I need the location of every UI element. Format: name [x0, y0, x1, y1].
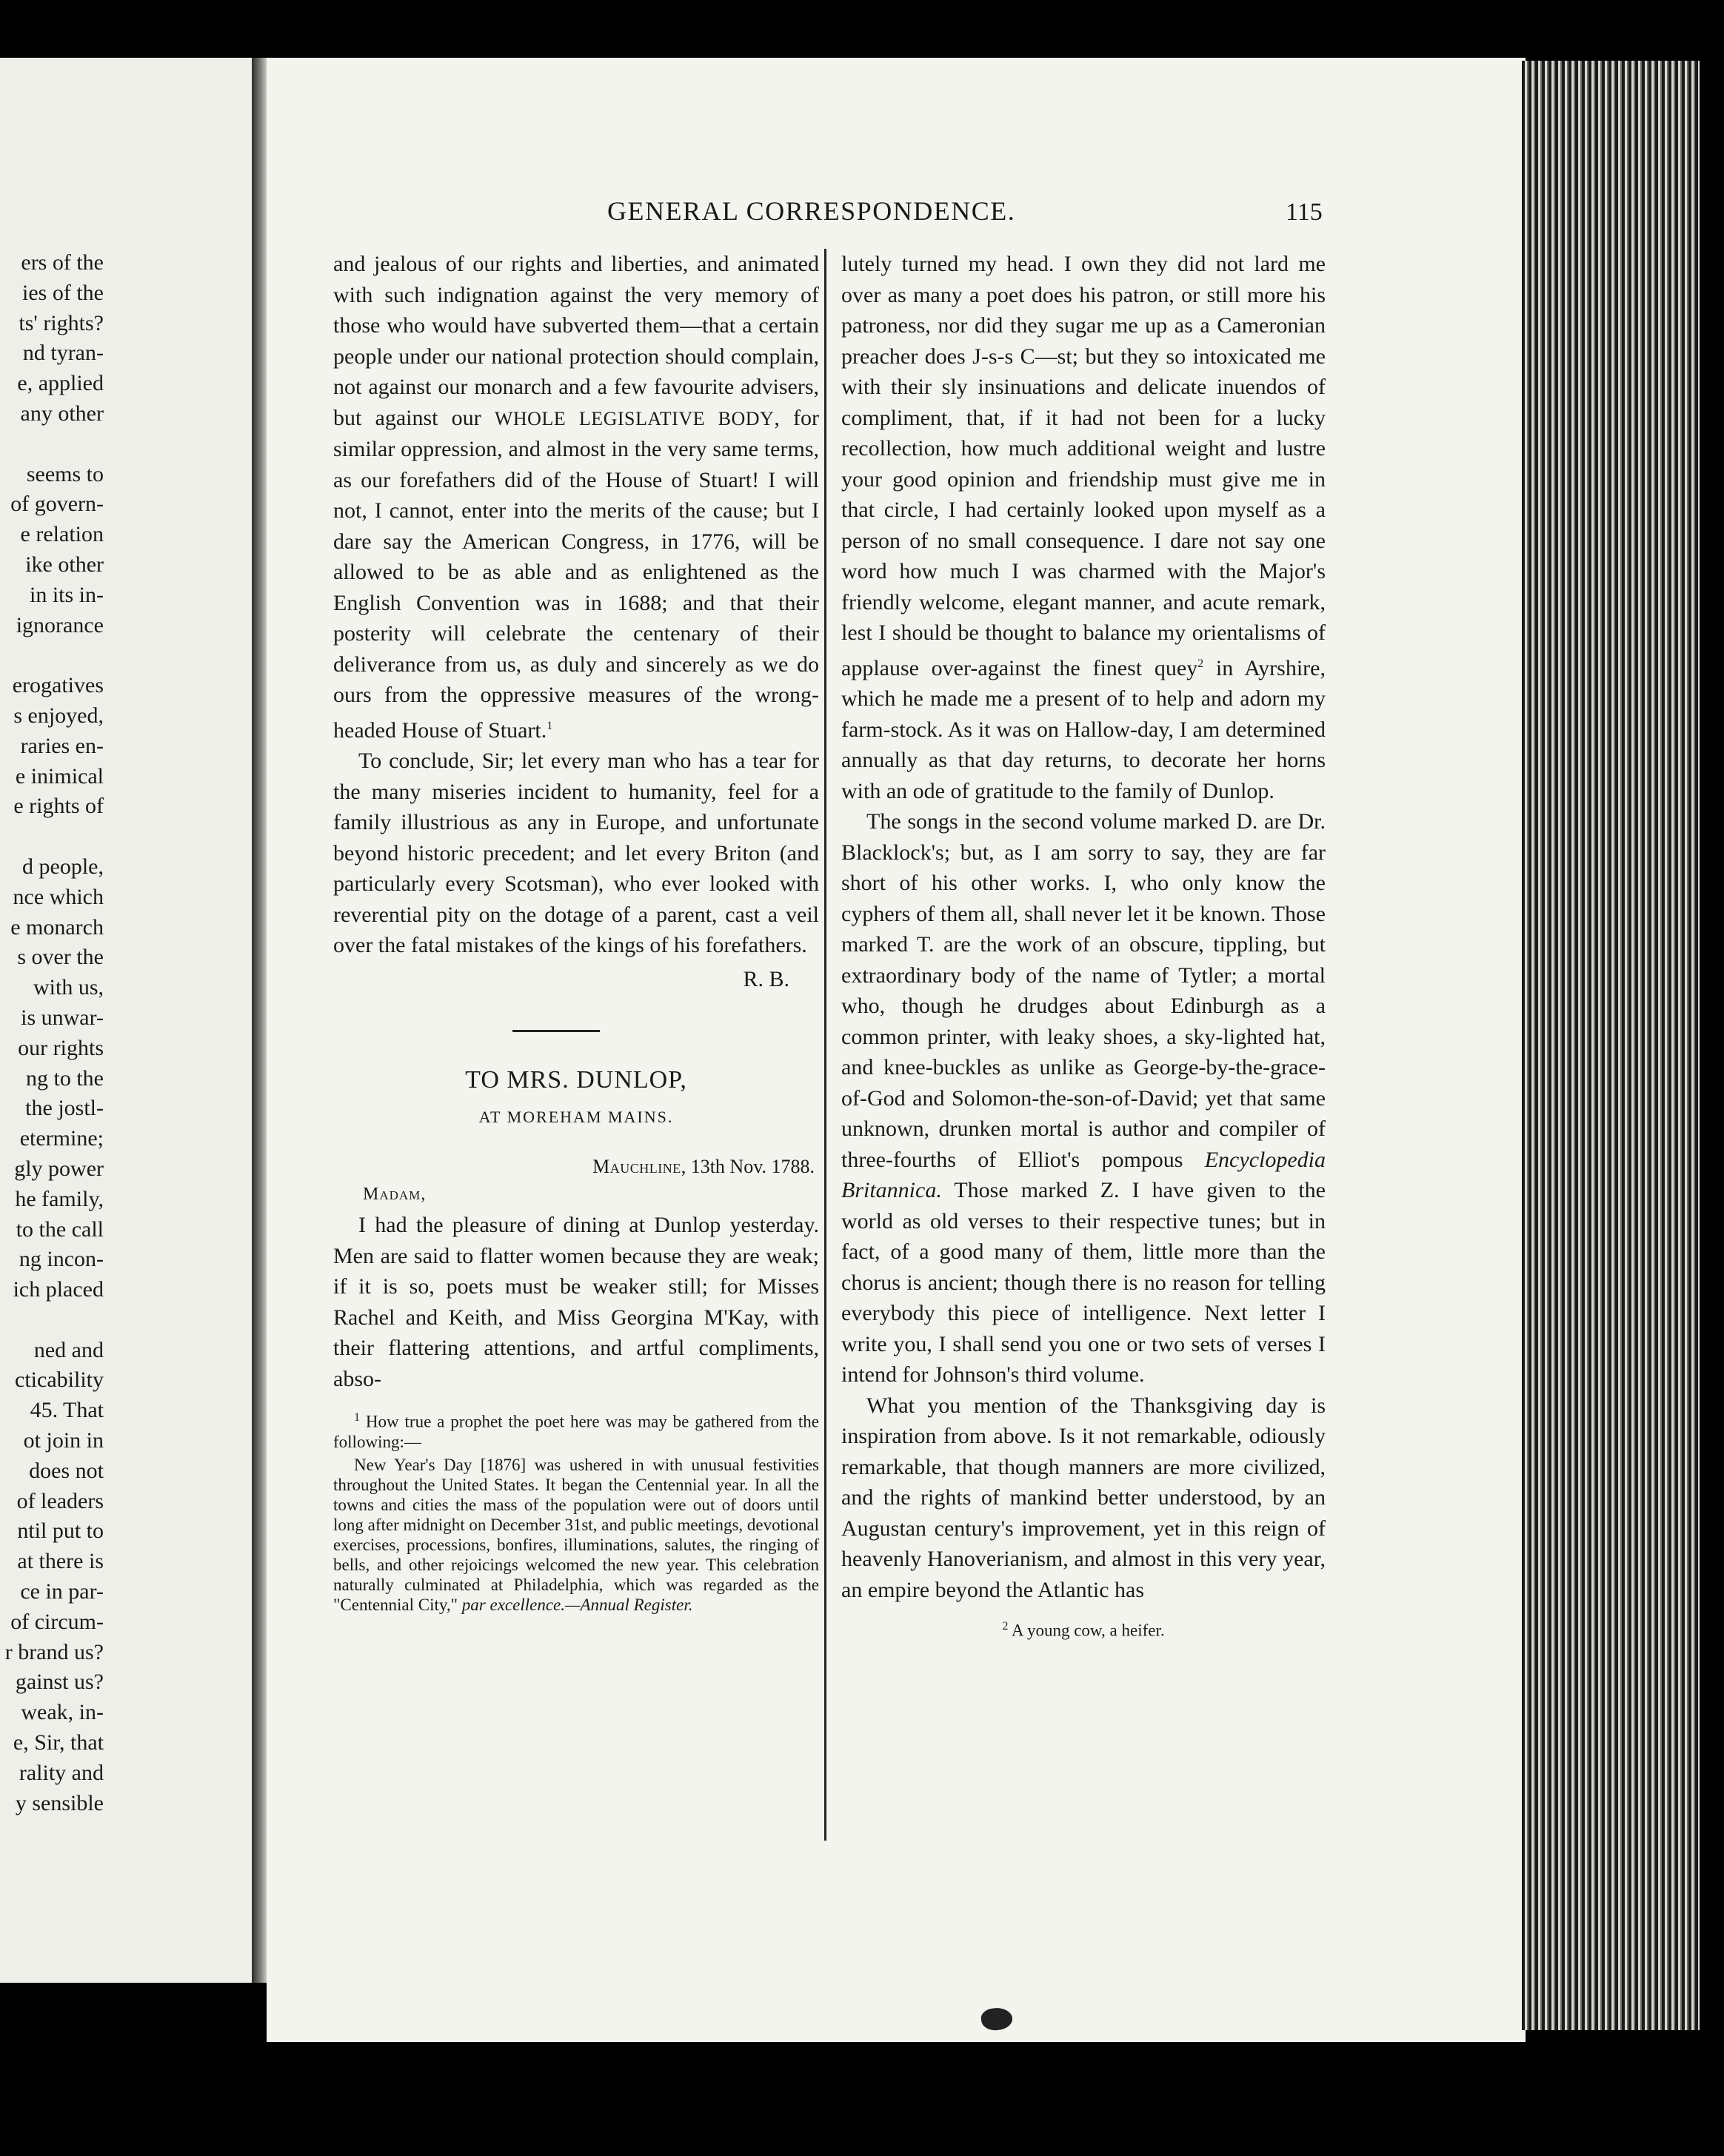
text-fragment-line: ike other: [25, 552, 104, 577]
text-fragment-line: seems to: [26, 461, 104, 486]
text-fragment-line: at there is: [17, 1549, 104, 1574]
text-fragment-line: ng to the: [26, 1065, 104, 1091]
running-header: GENERAL CORRESPONDENCE.: [607, 196, 1016, 226]
text-fragment-line: raries en-: [20, 733, 104, 758]
text-fragment-line: with us,: [33, 975, 104, 1000]
text-fragment-line: d people,: [22, 854, 104, 879]
text-fragment-line: ned and: [33, 1337, 104, 1362]
text-fragment-line: rality and: [19, 1760, 104, 1785]
text-fragment-line: of circum-: [10, 1609, 104, 1634]
signature: R. B.: [743, 966, 789, 991]
text-fragment-line: ignorance: [16, 612, 104, 637]
text-fragment-line: cticability: [15, 1367, 104, 1393]
text-fragment-line: ies of the: [22, 280, 104, 305]
text-fragment-line: [0, 822, 104, 852]
text-fragment-line: 45. That: [30, 1398, 104, 1423]
text-fragment-line: [0, 1305, 104, 1336]
letter-title: TO MRS. DUNLOP,: [465, 1066, 687, 1094]
text-fragment-line: ers of the: [21, 250, 104, 275]
footnote-ref: 1: [547, 719, 553, 732]
text-fragment-line: nd tyran-: [22, 341, 104, 366]
text-fragment-line: ich placed: [13, 1277, 104, 1302]
text-fragment-line: e, Sir, that: [13, 1730, 104, 1755]
text-fragment-line: ntil put to: [17, 1519, 104, 1544]
text-fragment-line: ts' rights?: [19, 310, 104, 335]
salutation: Madam,: [363, 1184, 427, 1204]
text-fragment-line: e, applied: [17, 371, 104, 396]
letter-subtitle: AT MOREHAM MAINS.: [478, 1107, 674, 1126]
left-column: [333, 249, 819, 1618]
footnote: $^2$ A young cow, a heifer.: [1002, 1620, 1165, 1640]
paragraph: lutely turned my head. I own they did not lard me over as many a poet does his patron, or still more his patroness, nor did they sugar me up as a Cameronian preacher does J-s-s C—st; but they so intoxicated me with their sly insinuations and delicate inuendos of compliment, that, if it had not been for a lucky recollection, how much additional weight and lustre your good opinion and friendship must give me in that circle, I had certainly looked upon myself as a person of no small consequence. I dare not say one word how much I was charmed with the Major's friendly welcome, elegant manner, and acute remark, lest I should be thought to balance my orientalisms of applause over-against the finest quey$^2$ in Ayrshire, which he made me a present of to help and adorn my farm-stock. As it was on Hallow-day, I am determined annually as that day returns, to decorate her horns with an ode of gratitude to the family of Dunlop.: [841, 252, 1326, 803]
text-fragment-line: any other: [20, 401, 104, 426]
text-fragment-line: ng incon-: [19, 1247, 104, 1272]
letter-dateline: Mauchline, 13th Nov. 1788.: [592, 1156, 815, 1177]
text-fragment-line: y sensible: [15, 1790, 104, 1815]
text-fragment-line: of govern-: [10, 492, 104, 517]
column-divider: [824, 249, 826, 1841]
text-fragment-line: the jostl-: [25, 1096, 104, 1121]
text-fragment-line: weak, in-: [21, 1700, 104, 1725]
text-fragment-line: [0, 640, 104, 671]
text-fragment-line: of leaders: [16, 1488, 104, 1513]
footnote: $^1$ How true a prophet the poet here was may be gathered from the following:—: [333, 1411, 819, 1451]
text-fragment-line: erogatives: [12, 673, 104, 698]
page-number: 115: [1286, 198, 1323, 226]
text-fragment-line: r brand us?: [4, 1639, 104, 1664]
text-fragment-line: e monarch: [10, 914, 104, 940]
paragraph: What you mention of the Thanksgiving day is inspiration from above. Is it not remarkable, odiously remarkable, that though manners are more civilized, and the rights of mankind better understood, by an Augustan century's improvement, yet in this reign of heavenly Hanoverianism, and almost in this very year, an empire beyond the Atlantic has: [841, 1393, 1326, 1602]
text-fragment-line: s enjoyed,: [13, 703, 104, 728]
text-fragment-line: is unwar-: [21, 1005, 104, 1030]
text-fragment-line: ot join in: [23, 1428, 104, 1453]
right-column: [841, 249, 1326, 1646]
text-fragment-line: gainst us?: [15, 1670, 104, 1695]
paragraph: The songs in the second volume marked D. are Dr. Blacklock's; but, as I am sorry to say, they are far short of his other works. I, who only know the cyphers of them all, shall never let it be known. Those marked T. are the work of an obscure, tippling, but extraordinary body of the name of Tytler; a mortal who, though he drudges about Edinburgh as a common printer, with leaky shoes, a sky-lighted hat, and knee-buckles as unlike as George-by-the-grace-of-God and Solomon-the-son-of-David; yet that same unknown, drunken mortal is author and compiler of three-fourths of Elliot's pompous Encyclopedia Britannica. Those marked Z. I have given to the world as old verses to their respective tunes; but in fact, of a good many of them, little more than the chorus is ancient; though there is no reason for telling everybody this piece of intelligence. Next letter I write you, I shall send you one or two sets of verses I intend for Johnson's third volume.: [841, 809, 1326, 1387]
text-fragment-line: e inimical: [15, 763, 104, 789]
page-edges: [1522, 61, 1700, 2030]
text-fragment-line: our rights: [18, 1035, 104, 1060]
text-fragment-line: does not: [29, 1458, 104, 1483]
text-fragment-line: nce which: [13, 884, 104, 909]
text-fragment-line: e relation: [20, 522, 104, 547]
paragraph: To conclude, Sir; let every man who has a tear for the many miseries incident to humanity, feel for a family illustrious as any in Europe, and unfortunate beyond historic precedent; and let every Briton (and particularly every Scotsman), who ever looked with reverential pity on the dotage of a parent, cast a veil over the fatal mistakes of the kings of his forefathers.: [333, 749, 819, 957]
text-fragment-line: he family,: [15, 1186, 104, 1211]
small-caps-phrase: WHOLE LEGISLATIVE BODY: [494, 407, 775, 429]
text-fragment-line: ce in par-: [20, 1579, 104, 1604]
footnote-ref: 2: [1197, 657, 1204, 670]
footnote-quote: New Year's Day [1876] was ushered in with unusual festivities throughout the United States. It began the Centennial year. In all the towns and cities the mass of the population were out of doors until long after midnight on December 31st, and public meetings, devotional exercises, processions, bonfires, illuminations, salutes, the ringing of bells, and other rejoicings welcomed the new year. This celebration naturally culminated at Philadelphia, which was regarded as the "Centennial City," par excellence.—Annual Register.: [333, 1455, 819, 1614]
text-fragment-line: in its in-: [29, 582, 104, 607]
paragraph: and jealous of our rights and liberties, and animated with such indignation against the very memory of those who would have subverted them—that a certain people under our national protection should complain, not against our monarch and a few favourite advisers, but against our WHOLE LEGISLATIVE BODY, for similar oppression, and almost in the very same terms, as our forefathers did of the House of Stuart! I will not, I cannot, enter into the merits of the cause; but I dare say the American Congress, in 1776, will be allowed to be as able and as enlightened as the English Convention was in 1688; and that their posterity will celebrate the centenary of their deliverance from us, as duly and sincerely as we do ours from the oppressive measures of the wrong-headed House of Stuart.$^1$: [333, 252, 819, 743]
text-fragment-line: e rights of: [13, 794, 104, 819]
text-fragment-line: etermine;: [19, 1126, 104, 1151]
section-rule: [512, 1030, 600, 1032]
text-fragment-line: [0, 429, 104, 460]
text-fragment-line: s over the: [17, 945, 104, 970]
text-fragment-line: gly power: [14, 1156, 104, 1181]
text-fragment-line: to the call: [16, 1216, 104, 1242]
book-gutter: [252, 58, 268, 1983]
left-page-text-fragments: [0, 248, 104, 1818]
paragraph: I had the pleasure of dining at Dunlop yesterday. Men are said to flatter women because they are weak; if it is so, poets must be weaker still; for Misses Rachel and Keith, and Miss Georgina M'Kay, with their flattering attentions, and artful compliments, abso-: [333, 1213, 819, 1391]
footnotes: [333, 1407, 819, 1615]
